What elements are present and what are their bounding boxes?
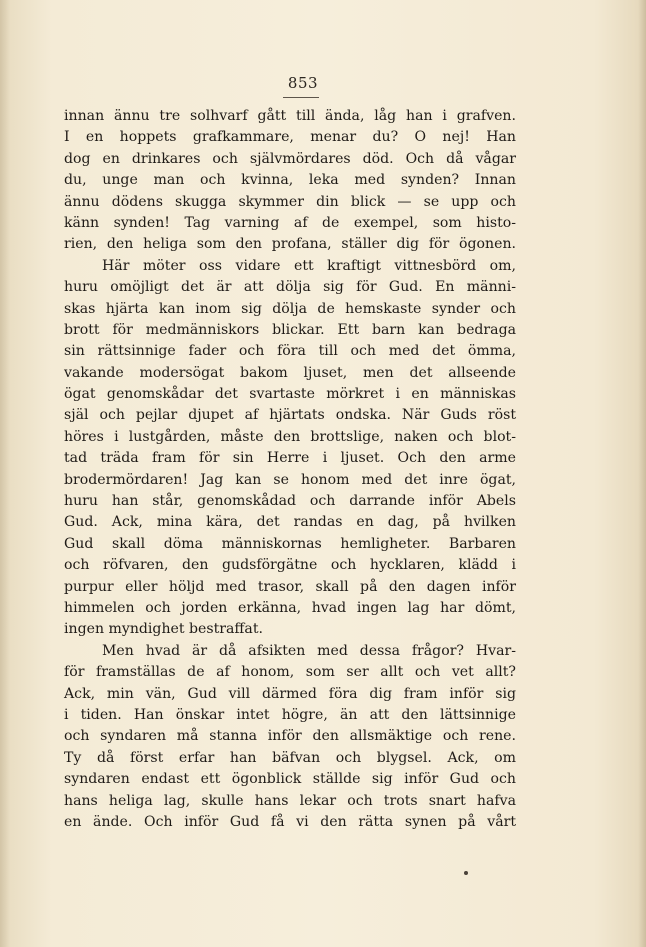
text-line: purpur eller höljd med trasor, skall på den dagen inför bbox=[64, 578, 516, 595]
text-line: du, unge man och kvinna, leka med synden? Innan bbox=[64, 172, 516, 189]
text-line: I en hoppets grafkammare, menar du? O nej! Han bbox=[64, 129, 516, 146]
text-line: Gud skall döma människornas hemligheter. Barbaren bbox=[64, 535, 516, 552]
text-line: innan ännu tre solhvarf gått till ända, låg han i grafven. bbox=[64, 108, 516, 124]
text-line: rien, den heliga som den profana, ställer dig för ögonen. bbox=[64, 236, 516, 253]
text-line: ingen myndighet bestraffat. bbox=[64, 621, 263, 638]
page-number-rule bbox=[283, 97, 319, 98]
paper-speck bbox=[464, 871, 468, 875]
text-line: Gud. Ack, mina kära, det randas en dag, på hvilken bbox=[64, 514, 516, 531]
text-line: vakande modersögat bakom ljuset, men det allseende bbox=[64, 364, 516, 381]
page-number: 853 bbox=[287, 74, 319, 92]
text-line: höres i lustgården, måste den brottslige, naken och blot- bbox=[64, 428, 516, 445]
page-right-edge-shadow bbox=[638, 0, 646, 947]
text-line: själ och pejlar djupet af hjärtats ondska. När Guds röst bbox=[64, 407, 516, 424]
text-line: i tiden. Han önskar intet högre, än att den lättsinnige bbox=[64, 706, 516, 723]
text-line: hans heliga lag, skulle hans lekar och trots snart hafva bbox=[64, 792, 516, 809]
text-line: Här möter oss vidare ett kraftigt vittnesbörd om, bbox=[102, 257, 516, 274]
text-line: himmelen och jorden erkänna, hvad ingen lag har dömt, bbox=[64, 599, 516, 616]
text-line: sin rättsinnige fader och föra till och med det ömma, bbox=[64, 343, 516, 360]
page-left-edge-shadow bbox=[0, 0, 10, 947]
text-line: och syndaren må stanna inför den allsmäktige och rene. bbox=[64, 728, 516, 745]
text-line: dog en drinkares och självmördares död. Och då vågar bbox=[64, 150, 516, 167]
text-line: huru omöjligt det är att dölja sig för Gud. En männi- bbox=[64, 279, 516, 296]
text-line: Ack, min vän, Gud vill därmed föra dig fram inför sig bbox=[64, 685, 516, 702]
text-line: huru han står, genomskådad och darrande inför Abels bbox=[64, 493, 516, 510]
text-line: känn synden! Tag varning af de exempel, som histo- bbox=[64, 214, 516, 231]
text-line: skas hjärta kan inom sig dölja de hemskaste synder och bbox=[64, 300, 516, 317]
text-line: och röfvaren, den gudsförgätne och hycklaren, klädd i bbox=[64, 557, 516, 574]
text-line: ännu dödens skugga skymmer din blick — se upp och bbox=[64, 193, 516, 210]
body-text bbox=[64, 106, 516, 833]
text-line: brodermördaren! Jag kan se honom med det inre ögat, bbox=[64, 471, 516, 488]
text-line: Men hvad är då afsikten med dessa frågor? Hvar- bbox=[102, 642, 516, 659]
text-line: en ände. Och inför Gud få vi den rätta synen på vårt bbox=[64, 813, 516, 830]
text-line: brott för medmänniskors blickar. Ett barn kan bedraga bbox=[64, 321, 516, 338]
text-line: tad träda fram för sin Herre i ljuset. Och den arme bbox=[64, 450, 516, 467]
text-line: syndaren endast ett ögonblick ställde sig inför Gud och bbox=[64, 771, 516, 788]
text-line: för framställas de af honom, som ser allt och vet allt? bbox=[64, 664, 516, 681]
text-line: Ty då först erfar han bäfvan och blygsel. Ack, om bbox=[64, 749, 516, 766]
text-line: ögat genomskådar det svartaste mörkret i en människas bbox=[64, 386, 516, 403]
